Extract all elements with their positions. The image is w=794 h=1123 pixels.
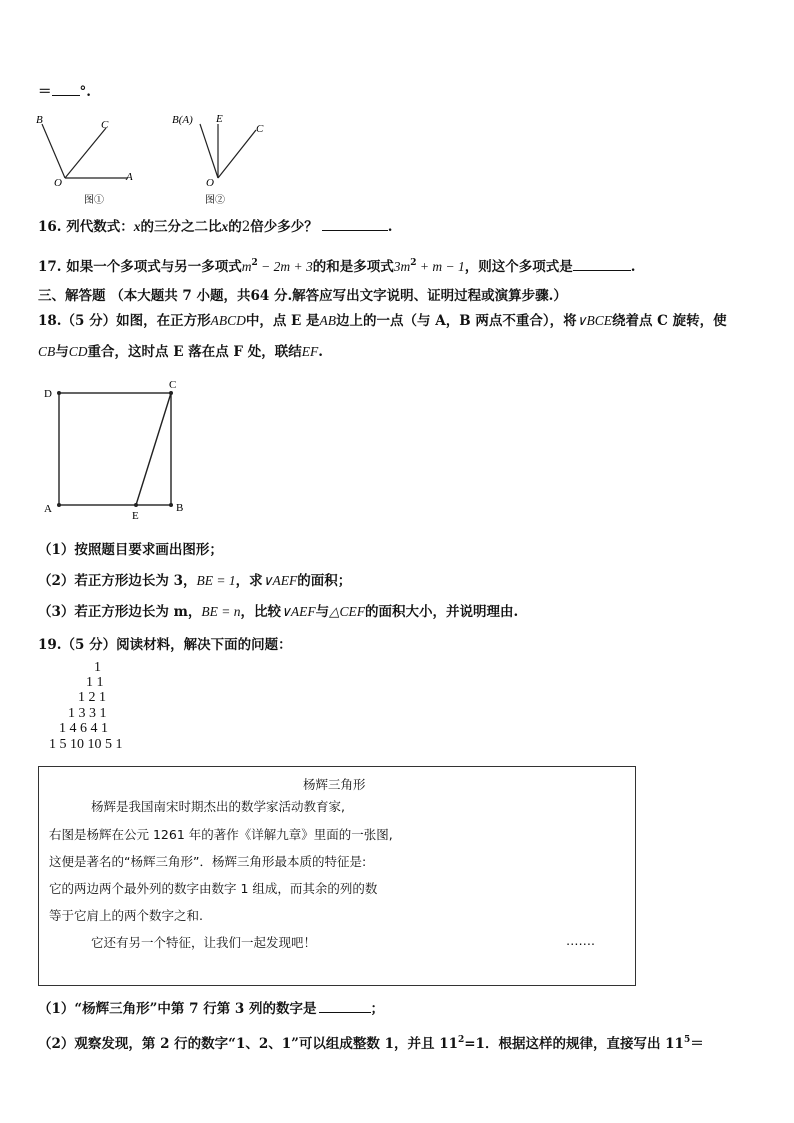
label-d: D	[44, 388, 52, 400]
box-title: 杨辉三角形	[303, 777, 366, 792]
figure-2	[172, 113, 264, 206]
fig1-label-a: A	[126, 171, 133, 183]
box-ellipsis: …….	[566, 933, 595, 948]
section-heading: 三、解答题 （本大题共 7 小题，共64 分.解答应写出文字说明、证明过程或演算步骤.）	[38, 288, 567, 304]
answer-blank[interactable]	[322, 218, 388, 231]
fig2-label-c: C	[256, 123, 264, 135]
question-18-sub2: （2）若正方形边长为 3，BE = 1，求∨AEF的面积；	[38, 573, 352, 589]
box-line: 它的两边两个最外列的数字由数字 1 组成，而其余的列的数	[49, 881, 378, 896]
box-line: 它还有另一个特征，让我们一起发现吧！	[91, 935, 317, 950]
triangle-row: 1 2 1	[78, 690, 106, 705]
answer-blank[interactable]	[319, 1000, 371, 1013]
question-19-head: 19.（5 分）阅读材料，解决下面的问题：	[38, 637, 292, 653]
label-a: A	[44, 503, 52, 515]
angle-figures	[30, 110, 290, 206]
triangle-row: 1 4 6 4 1	[59, 721, 108, 736]
question-19-sub2: （2）观察发现，第 2 行的数字“1、2、1”可以组成整数 1，并且 $11^2=1$．根据这样的规律，直接写出 $11^5=$	[38, 1035, 704, 1052]
fig1-label-o: O	[54, 177, 62, 189]
question-16: 16. 列代数式：x的三分之二比x的2倍少多少？ .	[38, 219, 393, 235]
triangle-row: 1	[94, 660, 101, 675]
fig1-caption: 图①	[84, 195, 104, 206]
material-box	[38, 766, 636, 986]
label-e: E	[132, 510, 139, 522]
box-line: 右图是杨辉在公元 1261 年的著作《详解九章》里面的一张图,	[49, 827, 393, 842]
square-figure	[36, 374, 196, 524]
label-c: C	[169, 379, 177, 391]
figure-1	[36, 114, 133, 206]
triangle-row: 1 3 3 1	[68, 706, 107, 721]
question-18-line2: CB与CD重合，这时点 E 落在点 F 处，联结EF.	[38, 344, 323, 360]
answer-line-q15: ＝ °.	[38, 84, 91, 100]
box-line: 这便是著名的“杨辉三角形”．杨辉三角形最本质的特征是:	[49, 854, 367, 869]
question-19-sub1: （1）“杨辉三角形”中第 7 行第 3 列的数字是 ；	[38, 1001, 385, 1017]
fig2-label-o: O	[206, 177, 214, 189]
label-b: B	[176, 502, 184, 514]
fig2-label-ba: B(A)	[172, 114, 193, 126]
fig2-label-e: E	[216, 113, 223, 125]
question-18-sub1: （1）按照题目要求画出图形；	[38, 542, 223, 558]
triangle-row: 1 1	[86, 675, 104, 690]
fig2-caption: 图②	[205, 195, 225, 206]
answer-blank[interactable]	[52, 83, 80, 96]
answer-blank[interactable]	[573, 258, 631, 271]
fig1-label-c: C	[101, 119, 109, 131]
question-17: 17. 如果一个多项式与另一多项式$m^2 - 2m + 3$的和是多项式$3m^2 + m - 1$，则这个多项式是 .	[38, 258, 636, 275]
box-line: 等于它肩上的两个数字之和.	[49, 908, 203, 923]
question-18-line1: 18.（5 分）如图，在正方形ABCD中，点 E 是AB边上的一点（与 A，B 两点不重合），将∨BCE绕着点 C 旋转，使	[38, 313, 727, 329]
fig1-label-b: B	[36, 114, 43, 126]
box-line: 杨辉是我国南宋时期杰出的数学家活动教育家,	[91, 799, 345, 814]
question-18-sub3: （3）若正方形边长为 m，BE = n，比较∨AEF与△CEF的面积大小，并说明理由.	[38, 604, 519, 620]
triangle-row: 1 5 10 10 5 1	[49, 737, 123, 752]
